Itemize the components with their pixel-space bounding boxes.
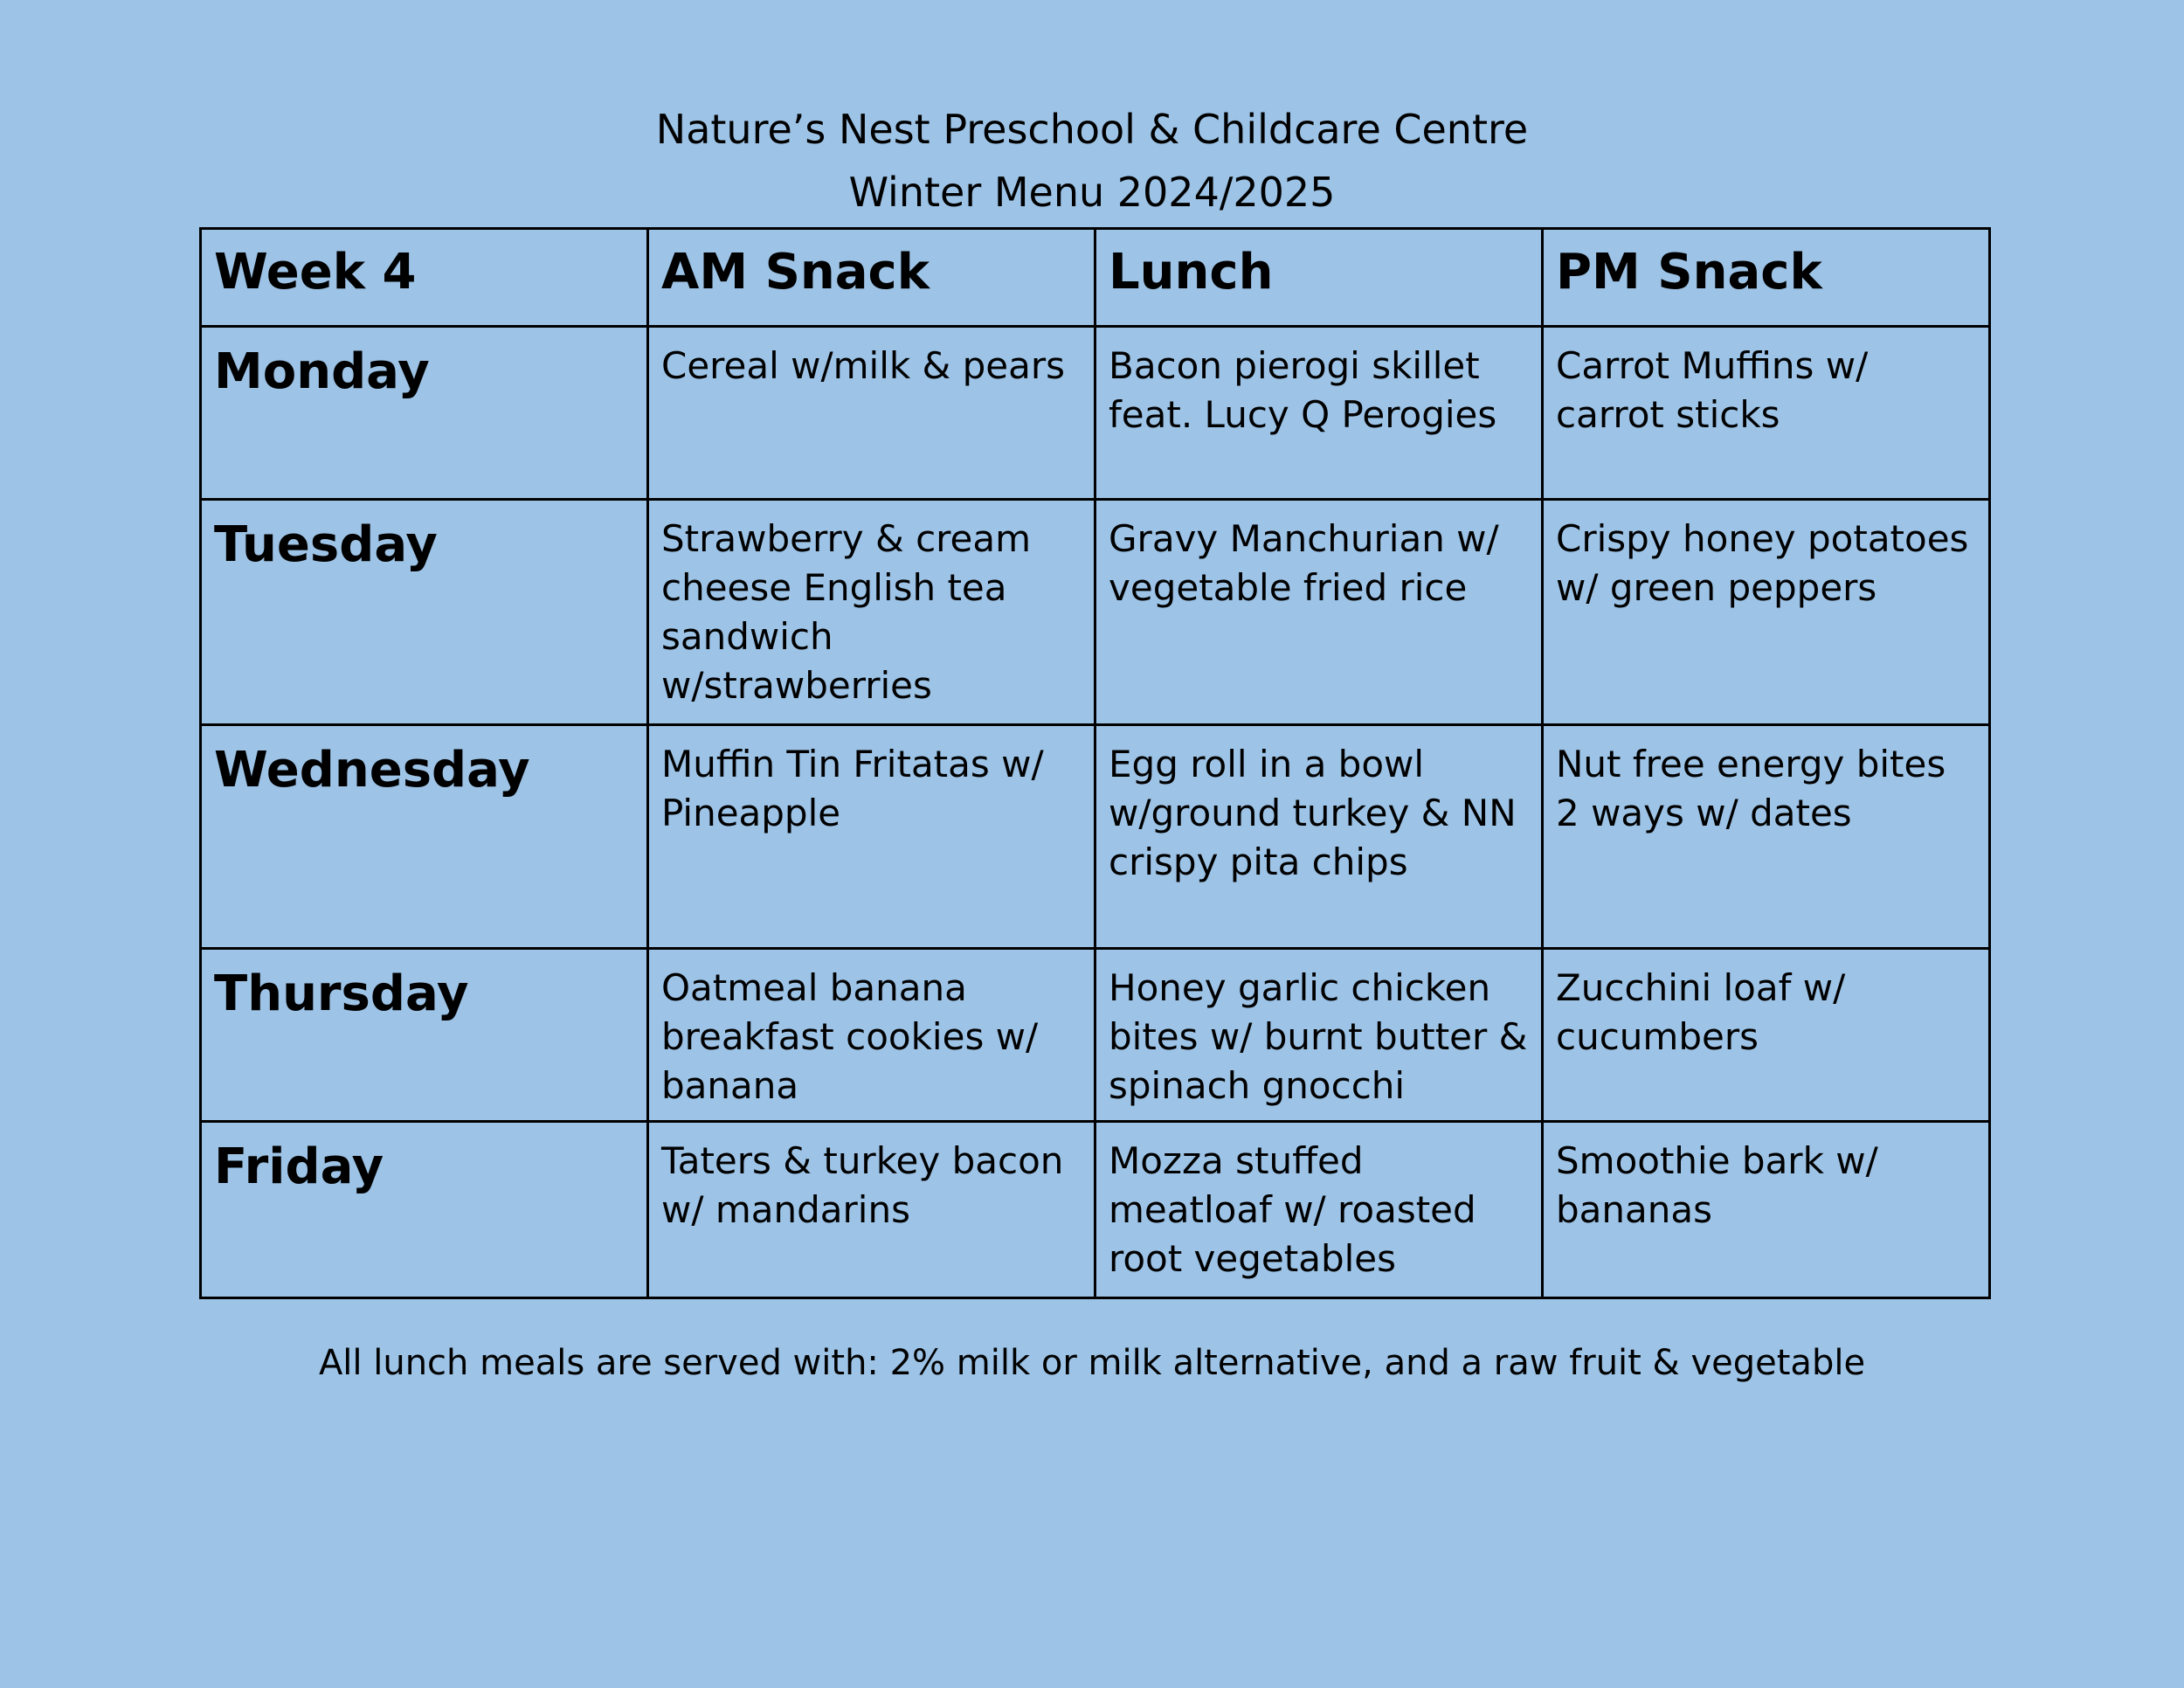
lunch-cell: Egg roll in a bowl w/ground turkey & NN crispy pita chips bbox=[1095, 725, 1543, 949]
am-snack-cell: Oatmeal banana breakfast cookies w/ banana bbox=[648, 949, 1095, 1122]
table-header-row bbox=[201, 229, 1990, 327]
day-cell: Tuesday bbox=[201, 500, 648, 725]
menu-table bbox=[199, 227, 1991, 1299]
table-row bbox=[201, 1122, 1990, 1298]
lunch-cell: Honey garlic chicken bites w/ burnt butter & spinach gnocchi bbox=[1095, 949, 1543, 1122]
menu-title: Winter Menu 2024/2025 bbox=[848, 169, 1336, 216]
pm-snack-cell: Zucchini loaf w/ cucumbers bbox=[1543, 949, 1990, 1122]
day-cell: Thursday bbox=[201, 949, 648, 1122]
header-pm-snack: PM Snack bbox=[1543, 229, 1990, 327]
footer-note: All lunch meals are served with: 2% milk or milk alternative, and a raw fruit & vegetable bbox=[318, 1343, 1866, 1383]
table-row bbox=[201, 500, 1990, 725]
lunch-cell: Mozza stuffed meatloaf w/ roasted root vegetables bbox=[1095, 1122, 1543, 1298]
table-row bbox=[201, 327, 1990, 500]
table-row bbox=[201, 725, 1990, 949]
header-am-snack: AM Snack bbox=[648, 229, 1095, 327]
header-lunch: Lunch bbox=[1095, 229, 1543, 327]
am-snack-cell: Muffin Tin Fritatas w/ Pineapple bbox=[648, 725, 1095, 949]
lunch-cell: Bacon pierogi skillet feat. Lucy Q Perogies bbox=[1095, 327, 1543, 500]
pm-snack-cell: Crispy honey potatoes w/ green peppers bbox=[1543, 500, 1990, 725]
am-snack-cell: Strawberry & cream cheese English tea sandwich w/strawberries bbox=[648, 500, 1095, 725]
table-row bbox=[201, 949, 1990, 1122]
am-snack-cell: Cereal w/milk & pears bbox=[648, 327, 1095, 500]
lunch-cell: Gravy Manchurian w/ vegetable fried rice bbox=[1095, 500, 1543, 725]
day-cell: Wednesday bbox=[201, 725, 648, 949]
pm-snack-cell: Smoothie bark w/ bananas bbox=[1543, 1122, 1990, 1298]
pm-snack-cell: Nut free energy bites 2 ways w/ dates bbox=[1543, 725, 1990, 949]
pm-snack-cell: Carrot Muffins w/ carrot sticks bbox=[1543, 327, 1990, 500]
centre-name: Nature’s Nest Preschool & Childcare Centre bbox=[655, 106, 1529, 153]
page-title bbox=[0, 98, 2184, 224]
day-cell: Monday bbox=[201, 327, 648, 500]
day-cell: Friday bbox=[201, 1122, 648, 1298]
am-snack-cell: Taters & turkey bacon w/ mandarins bbox=[648, 1122, 1095, 1298]
header-week: Week 4 bbox=[201, 229, 648, 327]
